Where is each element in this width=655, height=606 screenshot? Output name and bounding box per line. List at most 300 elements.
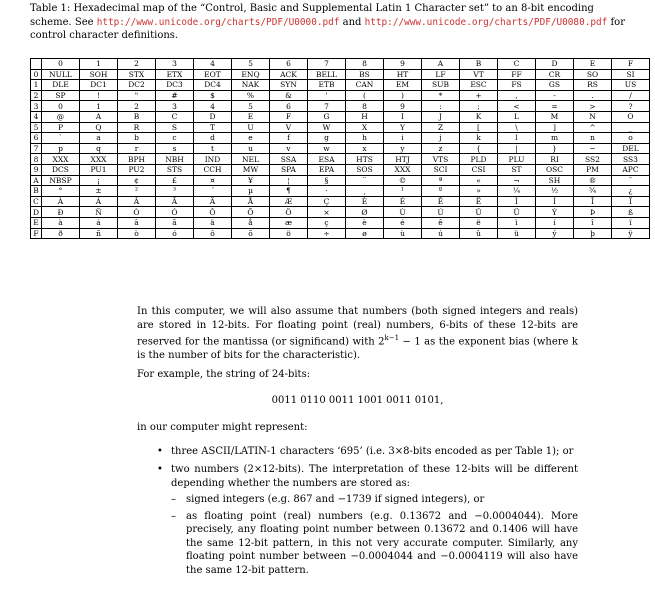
table-cell: BELL bbox=[308, 69, 346, 80]
table-cell: v bbox=[270, 143, 308, 154]
table-cell: Y bbox=[384, 122, 422, 133]
table-cell: V bbox=[270, 122, 308, 133]
table-cell: " bbox=[118, 90, 156, 101]
column-header: 5 bbox=[232, 59, 270, 70]
table-cell: DLE bbox=[42, 80, 80, 91]
table-cell: Ì bbox=[498, 196, 536, 207]
table-cell: i bbox=[384, 133, 422, 144]
table-cell: SOH bbox=[80, 69, 118, 80]
column-header: A bbox=[422, 59, 460, 70]
column-header: C bbox=[498, 59, 536, 70]
table-cell: Î bbox=[574, 196, 612, 207]
table-cell: e bbox=[232, 133, 270, 144]
table-cell: DC2 bbox=[118, 80, 156, 91]
table-row bbox=[31, 217, 650, 228]
table-cell: B bbox=[118, 111, 156, 122]
table-row bbox=[31, 90, 650, 101]
body-text bbox=[137, 305, 578, 577]
row-header: E bbox=[31, 217, 42, 228]
table-cell: À bbox=[42, 196, 80, 207]
column-header: 3 bbox=[156, 59, 194, 70]
table-cell: k bbox=[460, 133, 498, 144]
table-cell: 1 bbox=[80, 101, 118, 112]
table-cell: £ bbox=[156, 175, 194, 186]
table-cell: ù bbox=[384, 228, 422, 239]
table-cell: É bbox=[384, 196, 422, 207]
table-cell: PLU bbox=[498, 154, 536, 165]
paragraph-represent: in our computer might represent: bbox=[137, 422, 308, 434]
table-cell: % bbox=[232, 90, 270, 101]
table-cell: © bbox=[384, 175, 422, 186]
table-cell: L bbox=[498, 111, 536, 122]
column-header: 9 bbox=[384, 59, 422, 70]
table-cell: 9 bbox=[384, 101, 422, 112]
table-cell: Ð bbox=[42, 207, 80, 218]
table-cell: HTJ bbox=[384, 154, 422, 165]
column-header: 4 bbox=[194, 59, 232, 70]
table-cell: DC1 bbox=[80, 80, 118, 91]
column-header: 6 bbox=[270, 59, 308, 70]
table-cell: ÷ bbox=[308, 228, 346, 239]
list-item-ascii-text: three ASCII/LATIN-1 characters ‘695’ (i.e. 3×8-bits encoded as per Table 1); or bbox=[171, 445, 574, 457]
table-cell: ; bbox=[460, 101, 498, 112]
table-cell: ³ bbox=[156, 186, 194, 197]
row-header: 4 bbox=[31, 111, 42, 122]
table-cell: * bbox=[422, 90, 460, 101]
table-cell: Ú bbox=[422, 207, 460, 218]
table-cell: J bbox=[422, 111, 460, 122]
table-cell: IND bbox=[194, 154, 232, 165]
table-cell: ò bbox=[118, 228, 156, 239]
table-cell: ° bbox=[42, 186, 80, 197]
paragraph-example: For example, the string of 24-bits: bbox=[137, 369, 311, 381]
row-header: B bbox=[31, 186, 42, 197]
table-cell: SP bbox=[42, 90, 80, 101]
table-cell: ¹ bbox=[384, 186, 422, 197]
table-row bbox=[31, 154, 650, 165]
table-cell: ² bbox=[118, 186, 156, 197]
table-cell: PM bbox=[574, 164, 612, 175]
table-cell: Z bbox=[422, 122, 460, 133]
table-cell: Ü bbox=[498, 207, 536, 218]
table-cell: Ó bbox=[156, 207, 194, 218]
table-cell: = bbox=[536, 101, 574, 112]
table-cell: T bbox=[194, 122, 232, 133]
table-cell: î bbox=[574, 217, 612, 228]
table-cell: Â bbox=[118, 196, 156, 207]
table-cell: [ bbox=[460, 122, 498, 133]
table-cell: NULL bbox=[42, 69, 80, 80]
row-header: 0 bbox=[31, 69, 42, 80]
table-cell: U bbox=[232, 122, 270, 133]
table-cell: 7 bbox=[308, 101, 346, 112]
table-cell: SS2 bbox=[574, 154, 612, 165]
table-cell: Í bbox=[536, 196, 574, 207]
table-cell: MW bbox=[232, 164, 270, 175]
table-cell: Õ bbox=[232, 207, 270, 218]
table-cell: ì bbox=[498, 217, 536, 228]
sub-item-integers-text: signed integers (e.g. 867 and −1739 if signed integers), or bbox=[186, 494, 485, 506]
table-cell: j bbox=[422, 133, 460, 144]
table-cell: ESC bbox=[460, 80, 498, 91]
table-cell: W bbox=[308, 122, 346, 133]
table-cell: } bbox=[536, 143, 574, 154]
table-cell: º bbox=[422, 186, 460, 197]
row-header: 3 bbox=[31, 101, 42, 112]
table-cell: Ç bbox=[308, 196, 346, 207]
table-cell: Ý bbox=[536, 207, 574, 218]
table-cell: F bbox=[270, 111, 308, 122]
table-cell: HTS bbox=[346, 154, 384, 165]
table-cell: PLD bbox=[460, 154, 498, 165]
column-header: 0 bbox=[42, 59, 80, 70]
table-row bbox=[31, 186, 650, 197]
row-header: 5 bbox=[31, 122, 42, 133]
table-cell: C bbox=[156, 111, 194, 122]
table-cell: D bbox=[194, 111, 232, 122]
paragraph-storage bbox=[137, 305, 578, 362]
table-cell: FS bbox=[498, 80, 536, 91]
table-cell: E bbox=[232, 111, 270, 122]
sub-item-floats bbox=[171, 510, 578, 578]
table-cell: Ê bbox=[422, 196, 460, 207]
table-row bbox=[31, 164, 650, 175]
row-header: 2 bbox=[31, 90, 42, 101]
table-cell: PU1 bbox=[80, 164, 118, 175]
table-cell: DCS bbox=[42, 164, 80, 175]
table-cell: â bbox=[118, 217, 156, 228]
column-header: D bbox=[536, 59, 574, 70]
table-cell: PU2 bbox=[118, 164, 156, 175]
table-cell: ß bbox=[612, 207, 650, 218]
table-cell: $ bbox=[194, 90, 232, 101]
table-cell: XXX bbox=[42, 154, 80, 165]
number-format-list bbox=[171, 493, 578, 577]
row-header: 8 bbox=[31, 154, 42, 165]
table-cell: ï bbox=[612, 217, 650, 228]
table-cell: ¦ bbox=[270, 175, 308, 186]
table-cell: ¼ bbox=[498, 186, 536, 197]
table-cell: Þ bbox=[574, 207, 612, 218]
table-cell: ¬ bbox=[498, 175, 536, 186]
table-cell: s bbox=[156, 143, 194, 154]
table-cell: y bbox=[384, 143, 422, 154]
table-cell: g bbox=[308, 133, 346, 144]
table-cell: ¶ bbox=[270, 186, 308, 197]
table-cell: Ë bbox=[460, 196, 498, 207]
table-cell: é bbox=[384, 217, 422, 228]
table-cell: EM bbox=[384, 80, 422, 91]
table-cell: ü bbox=[498, 228, 536, 239]
table-cell: K bbox=[460, 111, 498, 122]
table-cell: ö bbox=[270, 228, 308, 239]
table-cell: LF bbox=[422, 69, 460, 80]
table-cell: ESA bbox=[308, 154, 346, 165]
paragraph-storage-end: − 1 as the exponent bias (where k is the number of bits for the characteristic). bbox=[137, 336, 578, 361]
table-row bbox=[31, 196, 650, 207]
table-cell: M bbox=[536, 111, 574, 122]
table-cell: ô bbox=[194, 228, 232, 239]
row-header: F bbox=[31, 228, 42, 239]
row-header: 6 bbox=[31, 133, 42, 144]
table-cell: ¢ bbox=[118, 175, 156, 186]
table-cell: § bbox=[308, 175, 346, 186]
table-cell: { bbox=[460, 143, 498, 154]
table-cell: FF bbox=[498, 69, 536, 80]
row-header: C bbox=[31, 196, 42, 207]
table-cell: > bbox=[574, 101, 612, 112]
table-cell: SI bbox=[612, 69, 650, 80]
table-cell: ` bbox=[42, 133, 80, 144]
table-cell: CR bbox=[536, 69, 574, 80]
table-cell: STS bbox=[156, 164, 194, 175]
column-header: B bbox=[460, 59, 498, 70]
column-header: E bbox=[574, 59, 612, 70]
table-cell: ¡ bbox=[80, 175, 118, 186]
unicode-link-u0000[interactable]: http://www.unicode.org/charts/PDF/U0000.pdf bbox=[96, 16, 340, 28]
table-row bbox=[31, 101, 650, 112]
table-cell: DEL bbox=[612, 143, 650, 154]
table-cell: ¨ bbox=[346, 175, 384, 186]
table-cell: ( bbox=[346, 90, 384, 101]
table-cell: ø bbox=[346, 228, 384, 239]
row-header: A bbox=[31, 175, 42, 186]
table-cell: 2 bbox=[118, 101, 156, 112]
table-cell: . bbox=[574, 90, 612, 101]
table-cell: 3 bbox=[156, 101, 194, 112]
table-cell: Æ bbox=[270, 196, 308, 207]
table-cell: d bbox=[194, 133, 232, 144]
table-cell: È bbox=[346, 196, 384, 207]
table-cell: ACK bbox=[270, 69, 308, 80]
table-cell: u bbox=[232, 143, 270, 154]
table-cell: ´ bbox=[194, 186, 232, 197]
table-cell: Ã bbox=[156, 196, 194, 207]
table-cell: ñ bbox=[80, 228, 118, 239]
table-cell: XXX bbox=[80, 154, 118, 165]
table-row bbox=[31, 122, 650, 133]
table-cell: / bbox=[612, 90, 650, 101]
table-cell: Ï bbox=[612, 196, 650, 207]
table-cell: , bbox=[498, 90, 536, 101]
column-header: 7 bbox=[308, 59, 346, 70]
sub-item-floats-text: as floating point (real) numbers (e.g. 0.13672 and −0.0004044). More precisely, any floating point number between 0.13672 and 0.1406 will have the same 12-bit pattern, in this not very accurate computer. Similarly, any floating point number between −0.0004044 and −0.0004119 will also have the same 12-bit pattern. bbox=[186, 510, 578, 576]
table-cell: O bbox=[612, 111, 650, 122]
paragraph-storage-text: In this computer, we will also assume that numbers (both signed integers and reals) are stored in 12-bits. For floating point (real) numbers, 6-bits of these 12-bits are reserved for the mantissa (or significand) with 2 bbox=[137, 306, 578, 348]
table-cell: US bbox=[612, 80, 650, 91]
table-cell: Ö bbox=[270, 207, 308, 218]
caption-and: and bbox=[339, 16, 365, 28]
table-cell: I bbox=[384, 111, 422, 122]
table-cell: ST bbox=[498, 164, 536, 175]
table-cell: SCI bbox=[422, 164, 460, 175]
caption-prefix: Table 1: Hexadecimal map of the “Control, Basic and Supplemental Latin 1 Character set” to an 8-bit encoding scheme. See bbox=[30, 3, 594, 28]
table-cell: P bbox=[42, 122, 80, 133]
table-cell: w bbox=[308, 143, 346, 154]
table-cell: < bbox=[498, 101, 536, 112]
table-cell: ' bbox=[308, 90, 346, 101]
table-cell: ETB bbox=[308, 80, 346, 91]
table-cell: z bbox=[422, 143, 460, 154]
table-cell: Ñ bbox=[80, 207, 118, 218]
table-cell: DC4 bbox=[194, 80, 232, 91]
table-cell: CCH bbox=[194, 164, 232, 175]
table-cell: 4 bbox=[194, 101, 232, 112]
table-cell: SPA bbox=[270, 164, 308, 175]
table-cell: µ bbox=[232, 186, 270, 197]
table-cell: m bbox=[536, 133, 574, 144]
table-cell: b bbox=[118, 133, 156, 144]
table-cell: p bbox=[42, 143, 80, 154]
table-cell: ê bbox=[422, 217, 460, 228]
row-header: 7 bbox=[31, 143, 42, 154]
table-cell: \ bbox=[498, 122, 536, 133]
list-item-numbers-text: two numbers (2×12-bits). The interpretation of these 12-bits will be different depending whether the numbers are stored as: bbox=[171, 464, 578, 489]
table-cell: NBH bbox=[156, 154, 194, 165]
table-cell: · bbox=[308, 186, 346, 197]
table-cell: - bbox=[536, 90, 574, 101]
table-cell: × bbox=[308, 207, 346, 218]
table-cell: X bbox=[346, 122, 384, 133]
table-row bbox=[31, 80, 650, 91]
table-cell: n bbox=[574, 133, 612, 144]
row-header: D bbox=[31, 207, 42, 218]
table-cell: t bbox=[194, 143, 232, 154]
table-cell: ¿ bbox=[612, 186, 650, 197]
table-cell: ¥ bbox=[232, 175, 270, 186]
table-cell: SH bbox=[536, 175, 574, 186]
table-cell: R bbox=[118, 122, 156, 133]
column-header: 2 bbox=[118, 59, 156, 70]
table-cell: @ bbox=[42, 111, 80, 122]
table-cell: | bbox=[498, 143, 536, 154]
table-row bbox=[31, 207, 650, 218]
table-row bbox=[31, 69, 650, 80]
table-cell: ^ bbox=[574, 122, 612, 133]
table-cell: SSA bbox=[270, 154, 308, 165]
table-cell: æ bbox=[270, 217, 308, 228]
table-cell: S bbox=[156, 122, 194, 133]
table-cell: H bbox=[346, 111, 384, 122]
table-cell: : bbox=[422, 101, 460, 112]
table-cell: APC bbox=[612, 164, 650, 175]
unicode-link-u0080[interactable]: http://www.unicode.org/charts/PDF/U0080.pdf bbox=[364, 16, 608, 28]
table-cell: Ø bbox=[346, 207, 384, 218]
table-cell: r bbox=[118, 143, 156, 154]
table-cell: 6 bbox=[270, 101, 308, 112]
table-header-row bbox=[31, 59, 650, 70]
table-cell: DC3 bbox=[156, 80, 194, 91]
table-row bbox=[31, 111, 650, 122]
table-cell: A bbox=[80, 111, 118, 122]
table-cell: ¯ bbox=[612, 175, 650, 186]
table-cell: ] bbox=[536, 122, 574, 133]
table-cell: ¾ bbox=[574, 186, 612, 197]
table-row bbox=[31, 133, 650, 144]
table-cell: 0 bbox=[42, 101, 80, 112]
table-cell: SUB bbox=[422, 80, 460, 91]
table-cell: Ò bbox=[118, 207, 156, 218]
table-cell: ë bbox=[460, 217, 498, 228]
table-cell: ð bbox=[42, 228, 80, 239]
table-cell: HT bbox=[384, 69, 422, 80]
table-cell: l bbox=[498, 133, 536, 144]
table-cell: SS3 bbox=[612, 154, 650, 165]
table-cell: ¸ bbox=[346, 186, 384, 197]
table-cell: « bbox=[460, 175, 498, 186]
table-cell: RI bbox=[536, 154, 574, 165]
table-cell: Ô bbox=[194, 207, 232, 218]
table-cell: Û bbox=[460, 207, 498, 218]
table-cell: à bbox=[42, 217, 80, 228]
table-row bbox=[31, 175, 650, 186]
table-cell: SOS bbox=[346, 164, 384, 175]
table-caption bbox=[30, 2, 630, 43]
table-corner bbox=[31, 59, 42, 70]
table-cell: NAK bbox=[232, 80, 270, 91]
table-cell: GS bbox=[536, 80, 574, 91]
table-cell: ó bbox=[156, 228, 194, 239]
table-cell: Ä bbox=[194, 196, 232, 207]
table-cell: x bbox=[346, 143, 384, 154]
table-cell: XXX bbox=[384, 164, 422, 175]
table-cell: c bbox=[156, 133, 194, 144]
table-cell: ® bbox=[574, 175, 612, 186]
table-cell: 8 bbox=[346, 101, 384, 112]
table-row bbox=[31, 143, 650, 154]
table-cell: þ bbox=[574, 228, 612, 239]
column-header: 1 bbox=[80, 59, 118, 70]
table-cell: a bbox=[80, 133, 118, 144]
table-cell: # bbox=[156, 90, 194, 101]
table-cell: ã bbox=[156, 217, 194, 228]
table-cell: h bbox=[346, 133, 384, 144]
table-cell: å bbox=[232, 217, 270, 228]
table-cell: STX bbox=[118, 69, 156, 80]
table-cell: Q bbox=[80, 122, 118, 133]
table-cell: ú bbox=[422, 228, 460, 239]
table-cell: NEL bbox=[232, 154, 270, 165]
row-header: 1 bbox=[31, 80, 42, 91]
table-cell: VTS bbox=[422, 154, 460, 165]
table-cell: VT bbox=[460, 69, 498, 80]
row-header: 9 bbox=[31, 164, 42, 175]
interpretation-list bbox=[137, 445, 578, 578]
table-cell: ! bbox=[80, 90, 118, 101]
table-cell: ~ bbox=[574, 143, 612, 154]
table-cell: Á bbox=[80, 196, 118, 207]
table-cell: & bbox=[270, 90, 308, 101]
table-cell: ¤ bbox=[194, 175, 232, 186]
table-cell: _ bbox=[612, 122, 650, 133]
table-cell: Å bbox=[232, 196, 270, 207]
table-cell: SYN bbox=[270, 80, 308, 91]
table-cell: N bbox=[574, 111, 612, 122]
table-cell: NBSP bbox=[42, 175, 80, 186]
table-cell: ª bbox=[422, 175, 460, 186]
table-cell: OSC bbox=[536, 164, 574, 175]
table-cell: á bbox=[80, 217, 118, 228]
list-item-numbers bbox=[137, 463, 578, 577]
caption-suffix: for control character definitions. bbox=[30, 16, 625, 41]
table-cell: ç bbox=[308, 217, 346, 228]
table-cell: í bbox=[536, 217, 574, 228]
table-cell: f bbox=[270, 133, 308, 144]
table-cell: ) bbox=[384, 90, 422, 101]
column-header: F bbox=[612, 59, 650, 70]
table-cell: SO bbox=[574, 69, 612, 80]
table-cell: û bbox=[460, 228, 498, 239]
